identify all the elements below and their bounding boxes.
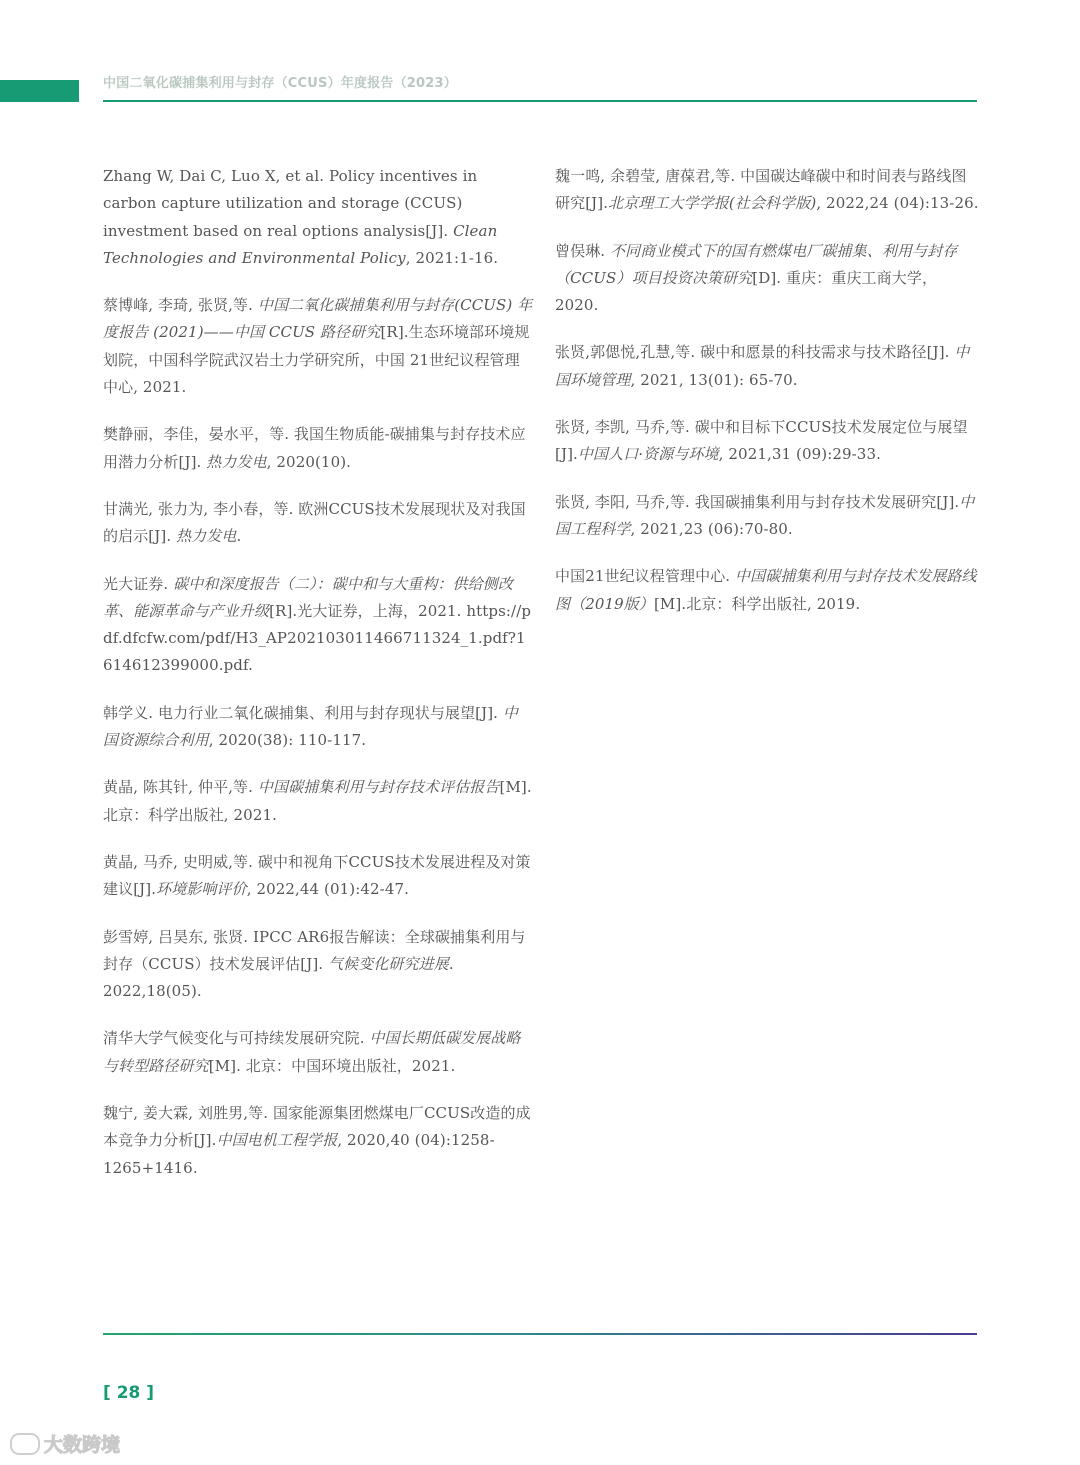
reference-column-left (103, 163, 533, 1202)
reference-entry: 张贤, 李阳, 马乔,等. 我国碳捕集利用与封存技术发展研究[J].中国工程科学, 2021,23 (06):70-80. (555, 492, 975, 538)
reference-entry: 曾俣琳. 不同商业模式下的国有燃煤电厂碳捕集、利用与封存（CCUS）项目投资决策研究[D]. 重庆：重庆工商大学，2020. (555, 241, 958, 315)
reference-entry: 清华大学气候变化与可持续发展研究院. 中国长期低碳发展战略与转型路径研究[M]. 北京：中国环境出版社，2021. (103, 1029, 521, 1075)
reference-entry: 张贤, 李凯, 马乔,等. 碳中和目标下CCUS技术发展定位与展望[J].中国人口·资源与环境, 2021,31 (09):29-33. (555, 418, 968, 464)
reference-column-right (555, 163, 980, 638)
footer-rule (103, 1333, 977, 1335)
reference-entry: 韩学义. 电力行业二氧化碳捕集、利用与封存现状与展望[J]. 中国资源综合利用, 2020(38): 110-117. (103, 703, 519, 750)
reference-entry: 甘满光, 张力为, 李小春，等. 欧洲CCUS技术发展现状及对我国的启示[J]. 热力发电. (103, 499, 526, 546)
reference-entry: Zhang W, Dai C, Luo X, et al. Policy incentives in carbon capture utilization and storage (CCUS) investment based on real options analysis[J]. Clean Technologies and Environmental Policy, 2021:1-16. (103, 167, 499, 267)
reference-entry: 樊静丽，李佳，晏水平，等. 我国生物质能-碳捕集与封存技术应用潜力分析[J]. 热力发电, 2020(10). (103, 425, 526, 471)
reference-entry: 魏宁, 姜大霖, 刘胜男,等. 国家能源集团燃煤电厂CCUS改造的成本竞争力分析[J].中国电机工程学报, 2020,40 (04):1258-1265+1416. (103, 1104, 531, 1177)
reference-entry: 黄晶, 马乔, 史明威,等. 碳中和视角下CCUS技术发展进程及对策建议[J].环境影响评价, 2022,44 (01):42-47. (103, 852, 531, 899)
page-number: [ 28 ] (103, 1383, 155, 1403)
header-accent-bar (0, 80, 79, 102)
reference-entry: 张贤,郭偲悦,孔慧,等. 碳中和愿景的科技需求与技术路径[J]. 中国环境管理, 2021, 13(01): 65-70. (555, 343, 970, 389)
reference-entry: 黄晶, 陈其针, 仲平,等. 中国碳捕集利用与封存技术评估报告[M].北京：科学出版社, 2021. (103, 778, 532, 824)
header-rule (103, 100, 977, 102)
reference-entry: 彭雪婷, 吕昊东, 张贤. IPCC AR6报告解读：全球碳捕集利用与封存（CCUS）技术发展评估[J]. 气候变化研究进展. 2022,18(05). (103, 927, 526, 1001)
reference-entry: 蔡博峰, 李琦, 张贤,等. 中国二氧化碳捕集利用与封存(CCUS) 年度报告 (2021)——中国 CCUS 路径研究[R].生态环境部环境规划院，中国科学院武汉岩土力学研究所，中国 21世纪议程管理中心, 2021. (103, 296, 533, 397)
running-header-title: 中国二氧化碳捕集利用与封存（CCUS）年度报告（2023） (103, 76, 457, 91)
watermark-logo-icon (10, 1433, 40, 1455)
watermark: 大数跨境 (10, 1430, 120, 1457)
reference-entry: 魏一鸣, 余碧莹, 唐葆君,等. 中国碳达峰碳中和时间表与路线图研究[J].北京理工大学学报(社会科学版), 2022,24 (04):13-26. (555, 167, 979, 213)
reference-entry: 中国21世纪议程管理中心. 中国碳捕集利用与封存技术发展路线图（2019版）[M].北京：科学出版社, 2019. (555, 567, 977, 613)
reference-entry: 光大证券. 碳中和深度报告（二）：碳中和与大重构：供给侧改革、能源革命与产业升级[R].光大证券，上海，2021. https://pdf.dfcfw.com/pdf/H3_AP202103011466711324_1.pdf?1614612399000.pdf. (103, 574, 532, 675)
